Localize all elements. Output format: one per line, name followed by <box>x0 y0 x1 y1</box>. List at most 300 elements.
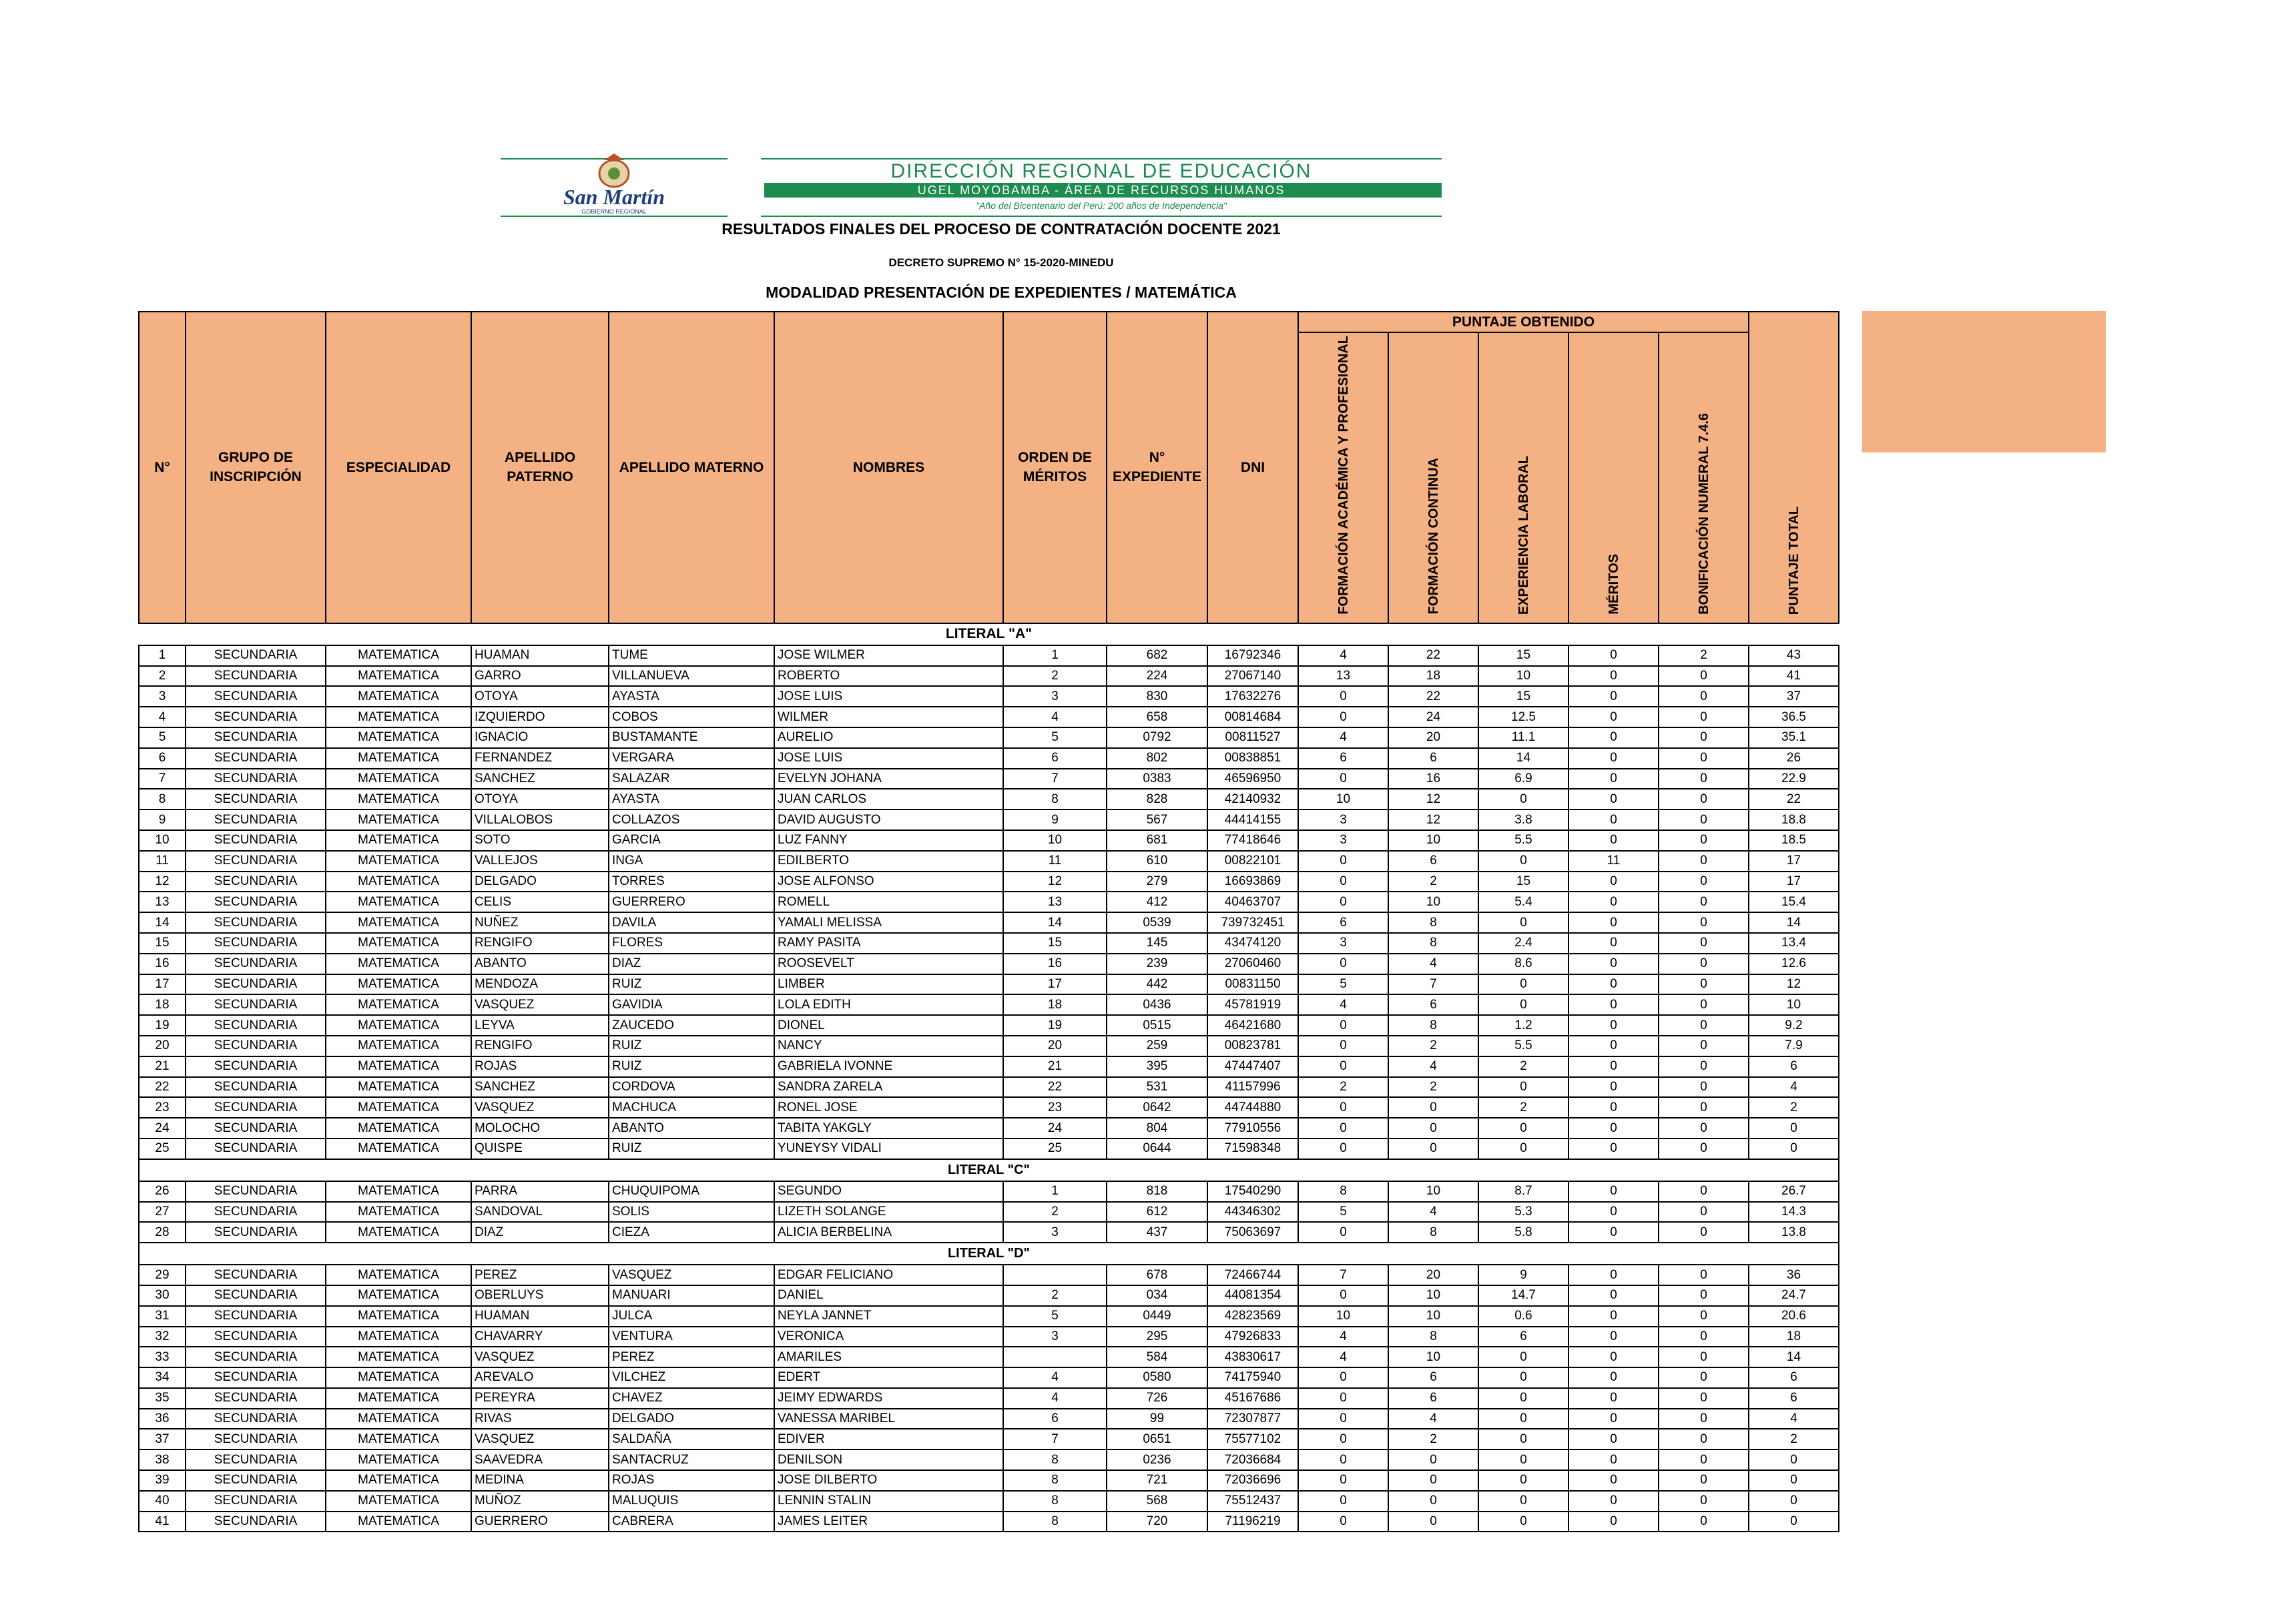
cell-n: 17 <box>139 974 186 995</box>
cell-orden: 18 <box>1003 994 1107 1015</box>
cell-formacion: 0 <box>1298 851 1388 872</box>
cell-grupo: SECUNDARIA <box>186 1347 326 1367</box>
cell-apellido-paterno: QUISPE <box>471 1139 609 1159</box>
cell-especialidad: MATEMATICA <box>326 994 471 1015</box>
cell-n: 1 <box>139 645 186 666</box>
cell-nombres: NANCY <box>774 1036 1003 1056</box>
cell-apellido-paterno: CHAVARRY <box>471 1327 609 1347</box>
cell-bonificacion: 0 <box>1659 769 1749 789</box>
cell-experiencia: 1.2 <box>1478 1015 1568 1036</box>
cell-total: 7.9 <box>1749 1036 1839 1056</box>
cell-apellido-paterno: VASQUEZ <box>471 1347 609 1367</box>
cell-formacion: 0 <box>1298 1449 1388 1470</box>
cell-orden: 13 <box>1003 892 1107 912</box>
cell-apellido-paterno: DIAZ <box>471 1222 609 1243</box>
cell-meritos: 0 <box>1568 1512 1659 1532</box>
cell-dni: 74175940 <box>1207 1367 1298 1388</box>
cell-dni: 45781919 <box>1207 994 1298 1015</box>
cell-grupo: SECUNDARIA <box>186 1470 326 1491</box>
col-header-nombres: NOMBRES <box>774 312 1003 623</box>
table-row <box>139 769 1839 789</box>
cell-bonificacion: 0 <box>1659 912 1749 933</box>
col-header-dni: DNI <box>1207 312 1298 623</box>
cell-bonificacion: 0 <box>1659 974 1749 995</box>
cell-n: 20 <box>139 1036 186 1056</box>
cell-orden <box>1003 1265 1107 1285</box>
cell-experiencia: 5.3 <box>1478 1202 1568 1223</box>
cell-expediente: 0236 <box>1107 1449 1207 1470</box>
cell-meritos: 0 <box>1568 1347 1659 1367</box>
institution-banner <box>497 153 1445 220</box>
cell-bonificacion: 0 <box>1659 1202 1749 1223</box>
cell-n: 4 <box>139 707 186 727</box>
cell-continua: 12 <box>1388 809 1478 830</box>
cell-meritos: 11 <box>1568 851 1659 872</box>
cell-especialidad: MATEMATICA <box>326 892 471 912</box>
cell-continua: 8 <box>1388 1327 1478 1347</box>
cell-apellido-paterno: RIVAS <box>471 1409 609 1429</box>
cell-orden: 21 <box>1003 1056 1107 1077</box>
cell-expediente: 295 <box>1107 1327 1207 1347</box>
cell-formacion: 3 <box>1298 809 1388 830</box>
cell-meritos: 0 <box>1568 912 1659 933</box>
cell-meritos: 0 <box>1568 1118 1659 1139</box>
org-unit: UGEL MOYOBAMBA - ÁREA DE RECURSOS HUMANOS <box>917 184 1285 197</box>
cell-n: 18 <box>139 994 186 1015</box>
cell-formacion: 0 <box>1298 769 1388 789</box>
cell-dni: 75577102 <box>1207 1429 1298 1449</box>
cell-expediente: 828 <box>1107 789 1207 809</box>
section-label: LITERAL "C" <box>139 1159 1839 1181</box>
cell-orden: 2 <box>1003 1285 1107 1306</box>
cell-expediente: 145 <box>1107 933 1207 954</box>
cell-n: 24 <box>139 1118 186 1139</box>
cell-total: 14 <box>1749 1347 1839 1367</box>
cell-meritos: 0 <box>1568 1097 1659 1118</box>
col-header-experiencia: EXPERIENCIA LABORAL <box>1478 332 1568 623</box>
table-row <box>139 994 1839 1015</box>
cell-apellido-materno: CABRERA <box>609 1512 774 1532</box>
cell-expediente: 610 <box>1107 851 1207 872</box>
cell-orden: 6 <box>1003 748 1107 769</box>
cell-meritos: 0 <box>1568 1139 1659 1159</box>
cell-apellido-materno: DIAZ <box>609 954 774 974</box>
cell-formacion: 3 <box>1298 933 1388 954</box>
cell-nombres: RONEL JOSE <box>774 1097 1003 1118</box>
cell-especialidad: MATEMATICA <box>326 1449 471 1470</box>
cell-grupo: SECUNDARIA <box>186 727 326 748</box>
cell-bonificacion: 0 <box>1659 1097 1749 1118</box>
cell-bonificacion: 0 <box>1659 789 1749 809</box>
cell-orden: 3 <box>1003 1222 1107 1243</box>
cell-experiencia: 5.4 <box>1478 892 1568 912</box>
table-row <box>139 727 1839 748</box>
cell-continua: 0 <box>1388 1512 1478 1532</box>
cell-total: 37 <box>1749 686 1839 707</box>
cell-orden: 2 <box>1003 666 1107 687</box>
cell-apellido-materno: GARCIA <box>609 830 774 851</box>
cell-formacion: 8 <box>1298 1181 1388 1202</box>
cell-meritos: 0 <box>1568 727 1659 748</box>
cell-bonificacion: 0 <box>1659 1512 1749 1532</box>
cell-expediente: 99 <box>1107 1409 1207 1429</box>
cell-formacion: 0 <box>1298 1512 1388 1532</box>
cell-meritos: 0 <box>1568 1202 1659 1223</box>
cell-especialidad: MATEMATICA <box>326 1491 471 1512</box>
cell-especialidad: MATEMATICA <box>326 912 471 933</box>
cell-expediente: 034 <box>1107 1285 1207 1306</box>
cell-apellido-materno: RUIZ <box>609 1139 774 1159</box>
cell-total: 43 <box>1749 645 1839 666</box>
cell-nombres: EDILBERTO <box>774 851 1003 872</box>
cell-continua: 6 <box>1388 851 1478 872</box>
cell-total: 2 <box>1749 1097 1839 1118</box>
cell-meritos: 0 <box>1568 809 1659 830</box>
cell-n: 33 <box>139 1347 186 1367</box>
org-name: DIRECCIÓN REGIONAL DE EDUCACIÓN <box>890 160 1312 182</box>
cell-apellido-materno: SANTACRUZ <box>609 1449 774 1470</box>
cell-total: 14.3 <box>1749 1202 1839 1223</box>
cell-nombres: EDERT <box>774 1367 1003 1388</box>
cell-expediente: 584 <box>1107 1347 1207 1367</box>
table-row <box>139 666 1839 687</box>
cell-meritos: 0 <box>1568 1036 1659 1056</box>
cell-total: 0 <box>1749 1449 1839 1470</box>
cell-continua: 10 <box>1388 892 1478 912</box>
table-row <box>139 1491 1839 1512</box>
cell-expediente: 830 <box>1107 686 1207 707</box>
motto: "Año del Bicentenario del Perú: 200 años de Independencia" <box>976 200 1227 211</box>
table-row <box>139 1512 1839 1532</box>
cell-experiencia: 8.6 <box>1478 954 1568 974</box>
cell-dni: 44081354 <box>1207 1285 1298 1306</box>
cell-especialidad: MATEMATICA <box>326 1222 471 1243</box>
cell-especialidad: MATEMATICA <box>326 1139 471 1159</box>
cell-experiencia: 5.5 <box>1478 830 1568 851</box>
cell-especialidad: MATEMATICA <box>326 809 471 830</box>
cell-dni: 42823569 <box>1207 1306 1298 1327</box>
cell-apellido-paterno: HUAMAN <box>471 1306 609 1327</box>
cell-apellido-materno: TUME <box>609 645 774 666</box>
cell-formacion: 0 <box>1298 1429 1388 1449</box>
cell-formacion: 7 <box>1298 1265 1388 1285</box>
cell-bonificacion: 0 <box>1659 892 1749 912</box>
cell-formacion: 0 <box>1298 1409 1388 1429</box>
cell-apellido-paterno: SAAVEDRA <box>471 1449 609 1470</box>
cell-meritos: 0 <box>1568 666 1659 687</box>
cell-bonificacion: 0 <box>1659 1429 1749 1449</box>
cell-apellido-materno: DELGADO <box>609 1409 774 1429</box>
cell-especialidad: MATEMATICA <box>326 727 471 748</box>
cell-n: 19 <box>139 1015 186 1036</box>
cell-formacion: 4 <box>1298 994 1388 1015</box>
cell-formacion: 0 <box>1298 1097 1388 1118</box>
cell-total: 24.7 <box>1749 1285 1839 1306</box>
cell-meritos: 0 <box>1568 1265 1659 1285</box>
cell-apellido-materno: VASQUEZ <box>609 1265 774 1285</box>
cell-expediente: 681 <box>1107 830 1207 851</box>
cell-grupo: SECUNDARIA <box>186 1265 326 1285</box>
cell-n: 27 <box>139 1202 186 1223</box>
table-row <box>139 1222 1839 1243</box>
cell-meritos: 0 <box>1568 892 1659 912</box>
cell-orden: 11 <box>1003 851 1107 872</box>
cell-dni: 44744880 <box>1207 1097 1298 1118</box>
col-header-bonificacion: BONIFICACIÓN NUMERAL 7.4.6 <box>1659 332 1749 623</box>
cell-n: 40 <box>139 1491 186 1512</box>
cell-nombres: DENILSON <box>774 1449 1003 1470</box>
cell-orden: 22 <box>1003 1077 1107 1098</box>
cell-dni: 72307877 <box>1207 1409 1298 1429</box>
cell-especialidad: MATEMATICA <box>326 1077 471 1098</box>
cell-expediente: 658 <box>1107 707 1207 727</box>
cell-nombres: JOSE LUIS <box>774 748 1003 769</box>
cell-bonificacion: 0 <box>1659 748 1749 769</box>
cell-nombres: DAVID AUGUSTO <box>774 809 1003 830</box>
cell-grupo: SECUNDARIA <box>186 1367 326 1388</box>
cell-continua: 8 <box>1388 1222 1478 1243</box>
cell-nombres: YAMALI MELISSA <box>774 912 1003 933</box>
cell-especialidad: MATEMATICA <box>326 1036 471 1056</box>
cell-grupo: SECUNDARIA <box>186 789 326 809</box>
cell-grupo: SECUNDARIA <box>186 1202 326 1223</box>
cell-grupo: SECUNDARIA <box>186 892 326 912</box>
cell-expediente: 0792 <box>1107 727 1207 748</box>
cell-n: 11 <box>139 851 186 872</box>
cell-orden: 17 <box>1003 974 1107 995</box>
cell-apellido-paterno: AREVALO <box>471 1367 609 1388</box>
cell-experiencia: 0 <box>1478 851 1568 872</box>
cell-especialidad: MATEMATICA <box>326 1347 471 1367</box>
col-header-continua: FORMACIÓN CONTINUA <box>1388 332 1478 623</box>
cell-apellido-paterno: OTOYA <box>471 789 609 809</box>
cell-grupo: SECUNDARIA <box>186 1015 326 1036</box>
cell-formacion: 0 <box>1298 1491 1388 1512</box>
cell-orden: 7 <box>1003 1429 1107 1449</box>
cell-total: 26 <box>1749 748 1839 769</box>
table-row <box>139 1202 1839 1223</box>
table-row <box>139 1015 1839 1036</box>
cell-apellido-materno: BUSTAMANTE <box>609 727 774 748</box>
cell-meritos: 0 <box>1568 1015 1659 1036</box>
cell-meritos: 0 <box>1568 954 1659 974</box>
cell-grupo: SECUNDARIA <box>186 1449 326 1470</box>
cell-dni: 00831150 <box>1207 974 1298 995</box>
cell-apellido-paterno: OTOYA <box>471 686 609 707</box>
col-header-apellido-materno: APELLIDO MATERNO <box>609 312 774 623</box>
cell-grupo: SECUNDARIA <box>186 1056 326 1077</box>
cell-meritos: 0 <box>1568 1470 1659 1491</box>
cell-dni: 45167686 <box>1207 1388 1298 1409</box>
cell-continua: 4 <box>1388 1202 1478 1223</box>
cell-orden: 2 <box>1003 1202 1107 1223</box>
cell-apellido-paterno: VASQUEZ <box>471 994 609 1015</box>
cell-orden: 7 <box>1003 769 1107 789</box>
col-header-expediente: N° EXPEDIENTE <box>1107 312 1207 623</box>
cell-apellido-materno: MACHUCA <box>609 1097 774 1118</box>
cell-bonificacion: 0 <box>1659 1139 1749 1159</box>
cell-especialidad: MATEMATICA <box>326 1202 471 1223</box>
cell-grupo: SECUNDARIA <box>186 872 326 892</box>
cell-continua: 4 <box>1388 954 1478 974</box>
cell-continua: 10 <box>1388 1306 1478 1327</box>
cell-apellido-materno: SALAZAR <box>609 769 774 789</box>
cell-nombres: AMARILES <box>774 1347 1003 1367</box>
table-row <box>139 933 1839 954</box>
decree-line: DECRETO SUPREMO N° 15-2020-MINEDU <box>888 256 1114 269</box>
cell-apellido-materno: RUIZ <box>609 1056 774 1077</box>
cell-continua: 16 <box>1388 769 1478 789</box>
cell-continua: 2 <box>1388 1036 1478 1056</box>
cell-n: 10 <box>139 830 186 851</box>
col-header-apellido-paterno: APELLIDO PATERNO <box>471 312 609 623</box>
cell-apellido-paterno: CELIS <box>471 892 609 912</box>
cell-orden: 4 <box>1003 1388 1107 1409</box>
cell-n: 30 <box>139 1285 186 1306</box>
cell-meritos: 0 <box>1568 994 1659 1015</box>
cell-meritos: 0 <box>1568 645 1659 666</box>
cell-continua: 20 <box>1388 1265 1478 1285</box>
cell-expediente: 0644 <box>1107 1139 1207 1159</box>
cell-expediente: 568 <box>1107 1491 1207 1512</box>
cell-n: 23 <box>139 1097 186 1118</box>
cell-meritos: 0 <box>1568 1077 1659 1098</box>
cell-continua: 6 <box>1388 994 1478 1015</box>
cell-apellido-paterno: GUERRERO <box>471 1512 609 1532</box>
cell-experiencia: 0 <box>1478 1367 1568 1388</box>
cell-total: 26.7 <box>1749 1181 1839 1202</box>
table-row <box>139 645 1839 666</box>
cell-n: 6 <box>139 748 186 769</box>
cell-experiencia: 0 <box>1478 1491 1568 1512</box>
cell-total: 22 <box>1749 789 1839 809</box>
cell-dni: 72036696 <box>1207 1470 1298 1491</box>
cell-apellido-paterno: FERNANDEZ <box>471 748 609 769</box>
cell-grupo: SECUNDARIA <box>186 686 326 707</box>
cell-apellido-paterno: VILLALOBOS <box>471 809 609 830</box>
cell-nombres: LIMBER <box>774 974 1003 995</box>
cell-total: 17 <box>1749 872 1839 892</box>
cell-grupo: SECUNDARIA <box>186 1222 326 1243</box>
cell-apellido-materno: CHUQUIPOMA <box>609 1181 774 1202</box>
cell-apellido-paterno: VASQUEZ <box>471 1097 609 1118</box>
cell-nombres: ROOSEVELT <box>774 954 1003 974</box>
cell-expediente: 682 <box>1107 645 1207 666</box>
cell-experiencia: 11.1 <box>1478 727 1568 748</box>
cell-dni: 71196219 <box>1207 1512 1298 1532</box>
cell-total: 18.8 <box>1749 809 1839 830</box>
cell-bonificacion: 0 <box>1659 1388 1749 1409</box>
cell-formacion: 0 <box>1298 1367 1388 1388</box>
cell-meritos: 0 <box>1568 1491 1659 1512</box>
cell-nombres: AURELIO <box>774 727 1003 748</box>
cell-expediente: 259 <box>1107 1036 1207 1056</box>
cell-apellido-paterno: VASQUEZ <box>471 1429 609 1449</box>
cell-grupo: SECUNDARIA <box>186 1306 326 1327</box>
col-header-puntaje-group: PUNTAJE OBTENIDO <box>1298 312 1749 332</box>
cell-especialidad: MATEMATICA <box>326 974 471 995</box>
cell-expediente: 567 <box>1107 809 1207 830</box>
cell-especialidad: MATEMATICA <box>326 954 471 974</box>
cell-meritos: 0 <box>1568 933 1659 954</box>
cell-bonificacion: 0 <box>1659 933 1749 954</box>
cell-formacion: 0 <box>1298 1036 1388 1056</box>
cell-apellido-paterno: PEREYRA <box>471 1388 609 1409</box>
cell-n: 12 <box>139 872 186 892</box>
cell-continua: 8 <box>1388 912 1478 933</box>
cell-apellido-paterno: RENGIFO <box>471 933 609 954</box>
cell-grupo: SECUNDARIA <box>186 974 326 995</box>
cell-experiencia: 6.9 <box>1478 769 1568 789</box>
cell-nombres: ROMELL <box>774 892 1003 912</box>
col-header-orden: ORDEN DE MÉRITOS <box>1003 312 1107 623</box>
table-row <box>139 1056 1839 1077</box>
cell-meritos: 0 <box>1568 1285 1659 1306</box>
cell-orden: 5 <box>1003 1306 1107 1327</box>
table-row <box>139 789 1839 809</box>
cell-bonificacion: 0 <box>1659 1036 1749 1056</box>
cell-apellido-paterno: GARRO <box>471 666 609 687</box>
cell-dni: 72466744 <box>1207 1265 1298 1285</box>
cell-nombres: VERONICA <box>774 1327 1003 1347</box>
cell-apellido-materno: RUIZ <box>609 1036 774 1056</box>
cell-total: 0 <box>1749 1470 1839 1491</box>
cell-dni: 17540290 <box>1207 1181 1298 1202</box>
cell-n: 31 <box>139 1306 186 1327</box>
cell-formacion: 0 <box>1298 1139 1388 1159</box>
cell-experiencia: 0 <box>1478 1347 1568 1367</box>
cell-apellido-paterno: LEYVA <box>471 1015 609 1036</box>
table-row <box>139 892 1839 912</box>
cell-grupo: SECUNDARIA <box>186 851 326 872</box>
cell-especialidad: MATEMATICA <box>326 645 471 666</box>
cell-especialidad: MATEMATICA <box>326 1512 471 1532</box>
cell-especialidad: MATEMATICA <box>326 1409 471 1429</box>
cell-apellido-materno: MALUQUIS <box>609 1491 774 1512</box>
cell-grupo: SECUNDARIA <box>186 748 326 769</box>
cell-nombres: LENNIN STALIN <box>774 1491 1003 1512</box>
cell-expediente: 802 <box>1107 748 1207 769</box>
cell-dni: 46596950 <box>1207 769 1298 789</box>
modality-line: MODALIDAD PRESENTACIÓN DE EXPEDIENTES / MATEMÁTICA <box>766 284 1237 301</box>
table-row <box>139 1265 1839 1285</box>
document-title: RESULTADOS FINALES DEL PROCESO DE CONTRATACIÓN DOCENTE 2021 <box>722 220 1281 238</box>
cell-nombres: JEIMY EDWARDS <box>774 1388 1003 1409</box>
table-row <box>139 686 1839 707</box>
cell-formacion: 4 <box>1298 645 1388 666</box>
cell-especialidad: MATEMATICA <box>326 686 471 707</box>
cell-dni: 739732451 <box>1207 912 1298 933</box>
cell-apellido-materno: RUIZ <box>609 974 774 995</box>
cell-apellido-materno: CHAVEZ <box>609 1388 774 1409</box>
cell-grupo: SECUNDARIA <box>186 769 326 789</box>
cell-continua: 8 <box>1388 1015 1478 1036</box>
section-label: LITERAL "D" <box>139 1243 1839 1265</box>
cell-apellido-materno: FLORES <box>609 933 774 954</box>
table-row <box>139 1097 1839 1118</box>
cell-continua: 6 <box>1388 748 1478 769</box>
cell-total: 9.2 <box>1749 1015 1839 1036</box>
cell-continua: 7 <box>1388 974 1478 995</box>
cell-nombres: JUAN CARLOS <box>774 789 1003 809</box>
cell-apellido-materno: COLLAZOS <box>609 809 774 830</box>
cell-dni: 71598348 <box>1207 1139 1298 1159</box>
cell-especialidad: MATEMATICA <box>326 851 471 872</box>
cell-formacion: 0 <box>1298 707 1388 727</box>
cell-especialidad: MATEMATICA <box>326 666 471 687</box>
cell-bonificacion: 0 <box>1659 666 1749 687</box>
cell-n: 29 <box>139 1265 186 1285</box>
